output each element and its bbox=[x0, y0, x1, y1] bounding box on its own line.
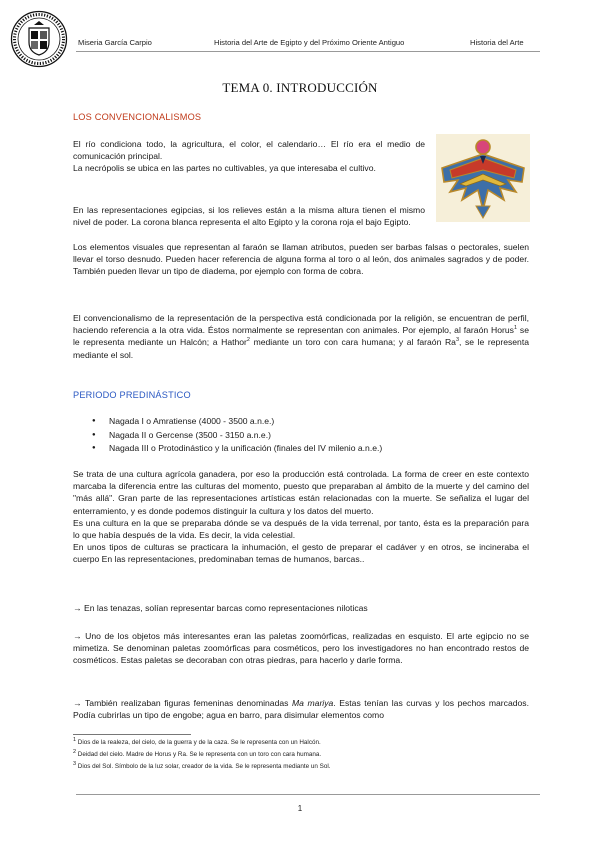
list-item: ● Nagada II o Gercense (3500 - 3150 a.n.e.) bbox=[92, 429, 382, 443]
header-course: Historia del Arte bbox=[470, 38, 524, 47]
paletas-paragraph bbox=[73, 630, 529, 667]
header-title: Historia del Arte de Egipto y del Próximo Oriente Antiguo bbox=[214, 38, 405, 47]
section-heading-predinastico: PERIODO PREDINÁSTICO bbox=[73, 390, 191, 400]
attributes-paragraph bbox=[73, 241, 529, 278]
footnote-ref: 2 bbox=[246, 337, 250, 344]
document-title: TEMA 0. INTRODUCCIÓN bbox=[222, 80, 378, 95]
paragraph: Se trata de una cultura agrícola ganadera, por eso la producción está controlada. La forma de creer en este contexto marcaba la diferencia entre las culturas del momento, puesto que preparaban al ámbito de la muerte y del camino del "más allá". Gran parte de las representaciones artísticas están relacionadas con la muerte. Se señaliza el lugar del enterramiento, y es donde podemos distinguir la cultura y los datos del muerto. bbox=[73, 469, 529, 516]
header-divider bbox=[76, 51, 540, 52]
intro-paragraphs bbox=[73, 138, 425, 175]
footnote: $^2$ Deidad del cielo. Madre de Horus y Ra. Se le representa con un toro con cara humana. bbox=[73, 748, 322, 758]
italic-term: Ma mariya bbox=[292, 698, 334, 708]
paragraph: → En las tenazas, solían representar barcas como representaciones niloticas bbox=[73, 603, 368, 613]
footnote-divider bbox=[73, 734, 191, 735]
winged-falcon-pectoral-image bbox=[436, 134, 530, 222]
paragraph: En las representaciones egipcias, si los relieves están a la misma altura tienen el mismo nivel de poder. La corona blanca representa el alto Egipto y la corona roja el bajo Egipto. bbox=[73, 205, 425, 228]
paragraph: El río condiciona todo, la agricultura, el color, el calendario… El río era el medio de comunicación principal. bbox=[73, 139, 425, 162]
list-item: ● Nagada I o Amratiense (4000 - 3500 a.n.e.) bbox=[92, 415, 382, 429]
paragraph: Los elementos visuales que representan al faraón se llaman atributos, pueden ser barbas falsas o pectorales, suelen llevar el torso desnudo. Pueden hacer referencia de alguna forma al toro o al león, dos animales sagrados y de poder. También pueden llevar un tipo de diadema, por ejemplo con forma de cobra. bbox=[73, 242, 529, 277]
paragraph: → Uno de los objetos más interesantes eran las paletas zoomórficas, realizadas en esquisto. El arte egipcio no se mimetiza. Se denominan paletas zoomórficas para cosméticos, pero los investigadores no han encontrado restos de cosméticos. Estas paletas se decoraban con otras piedras, para hacerlo y darle forma. bbox=[73, 631, 529, 666]
footnote-ref: 3 bbox=[455, 337, 459, 344]
paragraph: La necrópolis se ubica en las partes no cultivables, ya que interesaba el cultivo. bbox=[73, 163, 376, 174]
footer-divider bbox=[76, 794, 540, 795]
paragraph: El convencionalismo de la representación de la perspectiva está condicionada por la religión, se encuentran de perfil, haciendo referencia a la otra vida. Éstos normalmente se representan con animales. Por ejemplo, al faraón Horus$^1$ se le representa mediante un Halcón; a Hathor$^2$ mediante un toro con cara humana; y al faraón Ra$^3$, se le representa mediante el sol. bbox=[73, 313, 529, 360]
predinastico-paragraphs bbox=[73, 468, 529, 566]
header-author: Miseria García Carpio bbox=[78, 38, 152, 47]
crowns-paragraph bbox=[73, 204, 425, 228]
footnote: $^1$ Dios de la realeza, del cielo, de la guerra y de la caza. Se le representa con un Halcón. bbox=[73, 736, 321, 746]
paragraph: Es una cultura en la que se preparaba dónde se va después de la vida terrenal, por tanto, ésta es la preparación para lo que había después de la vida. Es decir, la vida celestial. bbox=[73, 517, 529, 541]
footnote-ref: 1 bbox=[513, 325, 518, 332]
section-heading-convencionalismos: LOS CONVENCIONALISMOS bbox=[73, 112, 202, 122]
page-number: 1 bbox=[297, 804, 303, 813]
period-list bbox=[92, 415, 382, 456]
figuras-paragraph bbox=[73, 697, 529, 721]
perspective-paragraph bbox=[73, 312, 529, 361]
university-seal-icon bbox=[10, 10, 68, 68]
list-item: ● Nagada III o Protodinástico y la unificación (finales del IV milenio a.n.e.) bbox=[92, 442, 382, 456]
tenazas-paragraph bbox=[73, 602, 529, 614]
paragraph: → También realizaban figuras femeninas denominadas Ma mariya. Estas tenían las curvas y los pechos marcados. Podía cubrirlas un tipo de engobe; agua en barro, para disimular elementos como bbox=[73, 698, 529, 721]
paragraph: En unos tipos de culturas se practicara la inhumación, el gesto de preparar el cadáver y en otros, se incineraba el cuerpo En las representaciones, predominaban temas de humanos, barcas.. bbox=[73, 542, 529, 565]
footnote: $^3$ Dios del Sol. Símbolo de la luz solar, creador de la vida. Se le representa mediante un Sol. bbox=[73, 760, 331, 770]
